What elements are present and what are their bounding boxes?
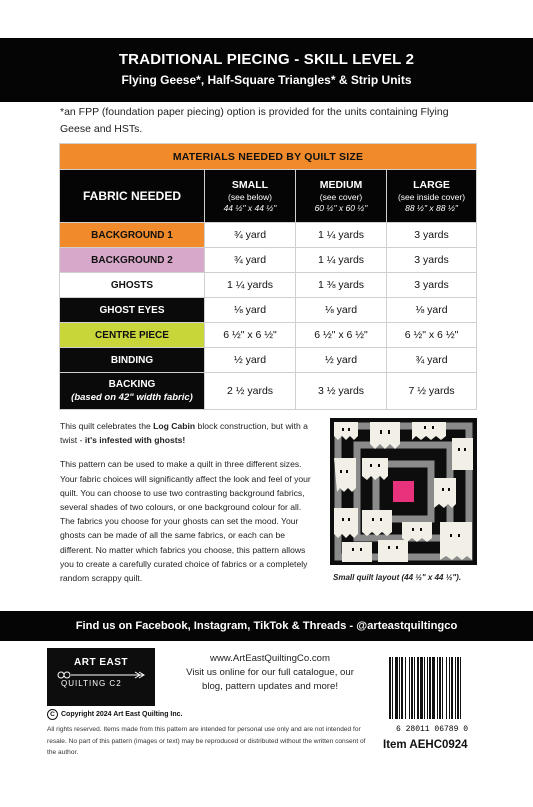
small-cell: 6 ½" x 6 ½" bbox=[205, 323, 296, 348]
table-row bbox=[60, 298, 477, 323]
table-row bbox=[60, 323, 477, 348]
large-cell: ¾ yard bbox=[387, 348, 477, 373]
header-title: TRADITIONAL PIECING - SKILL LEVEL 2 bbox=[118, 51, 415, 68]
intro-text: This quilt celebrates the bbox=[60, 421, 154, 431]
materials-table bbox=[59, 143, 477, 410]
quilt-illustration bbox=[330, 418, 477, 565]
barcode-bars bbox=[383, 655, 481, 737]
large-cell: 7 ½ yards bbox=[387, 373, 477, 410]
intro-paragraph bbox=[60, 419, 318, 447]
large-cell: 3 yards bbox=[387, 273, 477, 298]
table-row bbox=[60, 373, 477, 410]
copyright-line bbox=[47, 709, 182, 720]
size-dims: 88 ½" x 88 ½" bbox=[405, 203, 458, 213]
size-note: (see cover) bbox=[319, 192, 363, 202]
art-east-logo bbox=[47, 648, 155, 706]
medium-cell: 3 ½ yards bbox=[296, 373, 387, 410]
size-name: LARGE bbox=[413, 179, 450, 191]
intro-text-2: block construction, but with a twist - bbox=[60, 421, 308, 446]
header-banner bbox=[0, 38, 533, 102]
copyright-text: Copyright 2024 Art East Quilting Inc. bbox=[61, 711, 183, 718]
fabric-label bbox=[60, 373, 205, 410]
table-row bbox=[60, 223, 477, 248]
medium-cell: 1 ¼ yards bbox=[296, 248, 387, 273]
small-cell: ¾ yard bbox=[205, 223, 296, 248]
barcode-digits: 6 28011 06789 0 bbox=[395, 725, 469, 734]
backing-label: BACKING bbox=[108, 379, 156, 390]
medium-cell: ⅛ yard bbox=[296, 298, 387, 323]
medium-cell: 1 ¼ yards bbox=[296, 223, 387, 248]
logo-line-1: ART EAST bbox=[74, 657, 128, 668]
barcode bbox=[383, 655, 481, 737]
size-name: SMALL bbox=[231, 179, 269, 191]
large-cell: ⅛ yard bbox=[387, 298, 477, 323]
large-cell: 6 ½" x 6 ½" bbox=[387, 323, 477, 348]
table-row bbox=[60, 273, 477, 298]
copyright-icon: C bbox=[47, 709, 58, 720]
fabric-label: CENTRE PIECE bbox=[60, 323, 205, 348]
ghost-tagline: it's infested with ghosts! bbox=[84, 435, 186, 446]
medium-cell: ½ yard bbox=[296, 348, 387, 373]
fabric-needed-header: FABRIC NEEDED bbox=[60, 170, 205, 223]
header-subtitle: Flying Geese*, Half-Square Triangles* & Strip Units bbox=[121, 73, 412, 87]
small-cell: 2 ½ yards bbox=[205, 373, 296, 410]
website-url[interactable]: www.ArtEastQuiltingCo.com bbox=[210, 653, 330, 664]
size-header-small bbox=[205, 170, 296, 223]
size-header-large bbox=[387, 170, 477, 223]
sizes-paragraph: This pattern can be used to make a quilt in three different sizes. Your fabric choices will significantly affect the look and feel of your quilt. You can choose to use two contrasting background fabrics, several shades of two colours, or one background colour for all. The fabrics you choose for your ghosts can set the mood. Your ghosts can be made of all the same fabrics, or each can be different. No matter which fabrics you choose, this pattern allows you to create a carefully curated choice of fabrics or a completely random scrappy quilt. bbox=[60, 459, 311, 584]
quilt-layout-image bbox=[330, 418, 477, 565]
fabric-label: BACKGROUND 2 bbox=[60, 248, 205, 273]
small-cell: 1 ¼ yards bbox=[205, 273, 296, 298]
materials-table-header bbox=[60, 170, 477, 223]
small-cell: ¾ yard bbox=[205, 248, 296, 273]
website-line-2: Visit us online for our full catalogue, our bbox=[186, 667, 354, 678]
size-dims: 60 ½" x 60 ½" bbox=[314, 203, 368, 213]
website-info bbox=[170, 652, 370, 694]
item-number: Item AEHC0924 bbox=[383, 739, 468, 751]
backing-note: (based on 42" width fabric) bbox=[71, 392, 193, 403]
logo-line-2: QUILTING C2 bbox=[61, 679, 122, 688]
fabric-label: BACKGROUND 1 bbox=[60, 223, 205, 248]
large-cell: 3 yards bbox=[387, 248, 477, 273]
small-cell: ½ yard bbox=[205, 348, 296, 373]
fpp-note: *an FPP (foundation paper piecing) option is provided for the units containing Flying Geese and HSTs. bbox=[60, 106, 449, 135]
size-header-medium bbox=[296, 170, 387, 223]
large-cell: 3 yards bbox=[387, 223, 477, 248]
social-banner: Find us on Facebook, Instagram, TikTok & Threads - @arteastquiltingco bbox=[0, 611, 533, 641]
description bbox=[60, 419, 318, 595]
quilt-caption: Small quilt layout (44 ½" x 44 ½"). bbox=[333, 573, 462, 582]
size-note: (see below) bbox=[228, 192, 272, 202]
fabric-label: BINDING bbox=[60, 348, 205, 373]
log-cabin-text: Log Cabin bbox=[153, 421, 196, 431]
small-cell: ⅛ yard bbox=[205, 298, 296, 323]
table-row bbox=[60, 248, 477, 273]
fabric-label: GHOST EYES bbox=[60, 298, 205, 323]
rights-notice: All rights reserved. Items made from this pattern are intended for personal use only and are not intended for resale. No part of this pattern (images or text) may be reproduced or distributed without the written consent of the author. bbox=[47, 726, 366, 756]
materials-table-title: MATERIALS NEEDED BY QUILT SIZE bbox=[60, 144, 477, 170]
size-dims: 44 ½" x 44 ½" bbox=[223, 203, 277, 213]
website-line-3: blog, pattern updates and more! bbox=[201, 681, 338, 692]
table-row bbox=[60, 348, 477, 373]
medium-cell: 1 ⅜ yards bbox=[296, 273, 387, 298]
fabric-label: GHOSTS bbox=[60, 273, 205, 298]
medium-cell: 6 ½" x 6 ½" bbox=[296, 323, 387, 348]
size-note: (see inside cover) bbox=[397, 192, 466, 202]
size-name: MEDIUM bbox=[319, 179, 363, 191]
